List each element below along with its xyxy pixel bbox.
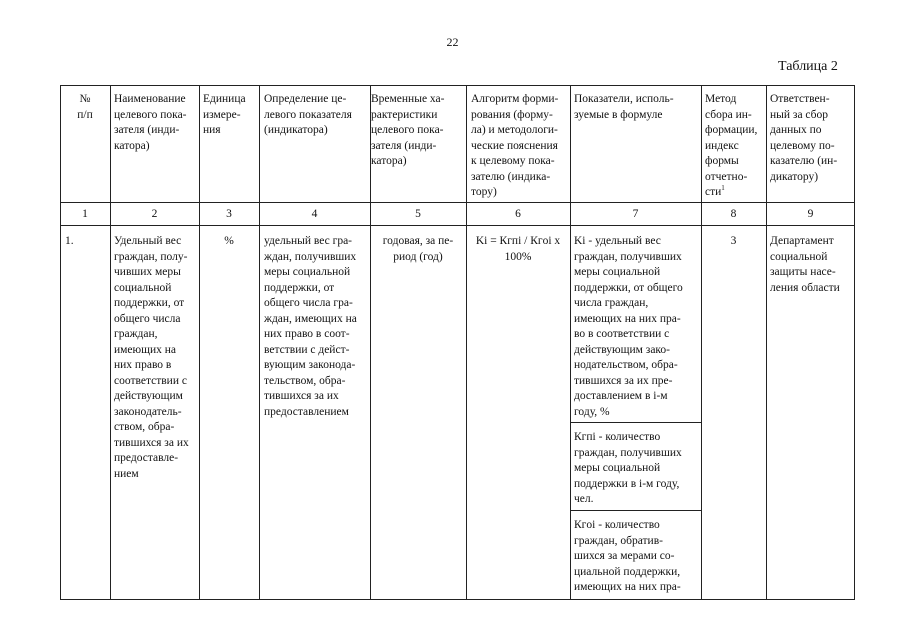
col-number-3: 3: [226, 208, 232, 220]
row-formula: Ki = Кгпi / Кгoi x 100%: [475, 235, 561, 263]
header-collection-method: [705, 92, 757, 201]
col-number-6: 6: [515, 208, 521, 220]
row-responsible: Департамент социальной защиты насе- ления области: [770, 235, 840, 294]
indicator-table: [60, 85, 855, 600]
header-num: № п/п: [77, 93, 93, 121]
header-responsible: Ответствен- ный за сбор данных по целевому по- казателю (ин- дикатору): [770, 93, 838, 183]
row-time-characteristics: годовая, за пе- риод (год): [382, 235, 454, 263]
row-indicator-name: Удельный вес граждан, полу- чивших меры социальной поддержки, от общего числа граждан, имеющих на них право в соответствии с действующим законодатель- ством, обра- тившихся за их предоставле- нием: [114, 235, 189, 480]
header-formula-indicators: Показатели, исполь- зуемые в формуле: [574, 93, 674, 121]
row-indicator-kgpi: Кгпi - количество граждан, получивших меры социальной поддержки в i-м году, чел.: [574, 431, 682, 505]
row-definition: удельный вес гра- ждан, получивших меры социальной поддержки, от общего числа гра- ждан, имеющих на них право в соот- ветствии с дейст- вующим законода- тельством, обра- тившихся за их предоставлением: [264, 235, 357, 418]
header-collection-method-text: Метод сбора ин- формации, индекс формы отчетно- сти: [705, 93, 758, 198]
row-number: 1.: [65, 235, 74, 247]
row-collection-method: 3: [730, 235, 737, 247]
col-number-5: 5: [415, 208, 421, 220]
col-number-7: 7: [632, 208, 639, 220]
footnote-mark: 1: [721, 184, 725, 193]
row-indicator-kgoi: Кгoi - количество граждан, обратив- шихся за мерами со- циальной поддержки, имеющих на них пра-: [574, 519, 681, 593]
table-caption: Таблица 2: [778, 59, 838, 74]
row-indicator-ki: Ki - удельный вес граждан, получивших меры социальной поддержки, от общего числа граждан, имеющих на них пра- во в соответствии с действующим зако- нодательством, обра- тившихся за их пре- доставлением в i-м году, %: [574, 235, 683, 418]
col-number-2: 2: [151, 208, 158, 220]
header-definition: Определение це- левого показателя (индикатора): [264, 93, 352, 136]
header-algorithm: Алгоритм форми- рования (форму- ла) и методологи- ческие пояснения к целевому пока- зателю (индика- тору): [471, 93, 559, 198]
page-number: 22: [446, 35, 459, 49]
col-number-9: 9: [807, 208, 814, 220]
col-number-8: 8: [730, 208, 737, 220]
header-time-characteristics: Временные ха- рактеристики целевого пока- зателя (инди- катора): [371, 93, 445, 167]
row-unit: %: [224, 235, 234, 247]
col-number-4: 4: [311, 208, 318, 220]
header-unit: Единица измере- ния: [203, 93, 246, 136]
col-number-1: 1: [82, 208, 88, 220]
header-indicator-name: Наименование целевого пока- зателя (инди- катора): [114, 93, 187, 152]
